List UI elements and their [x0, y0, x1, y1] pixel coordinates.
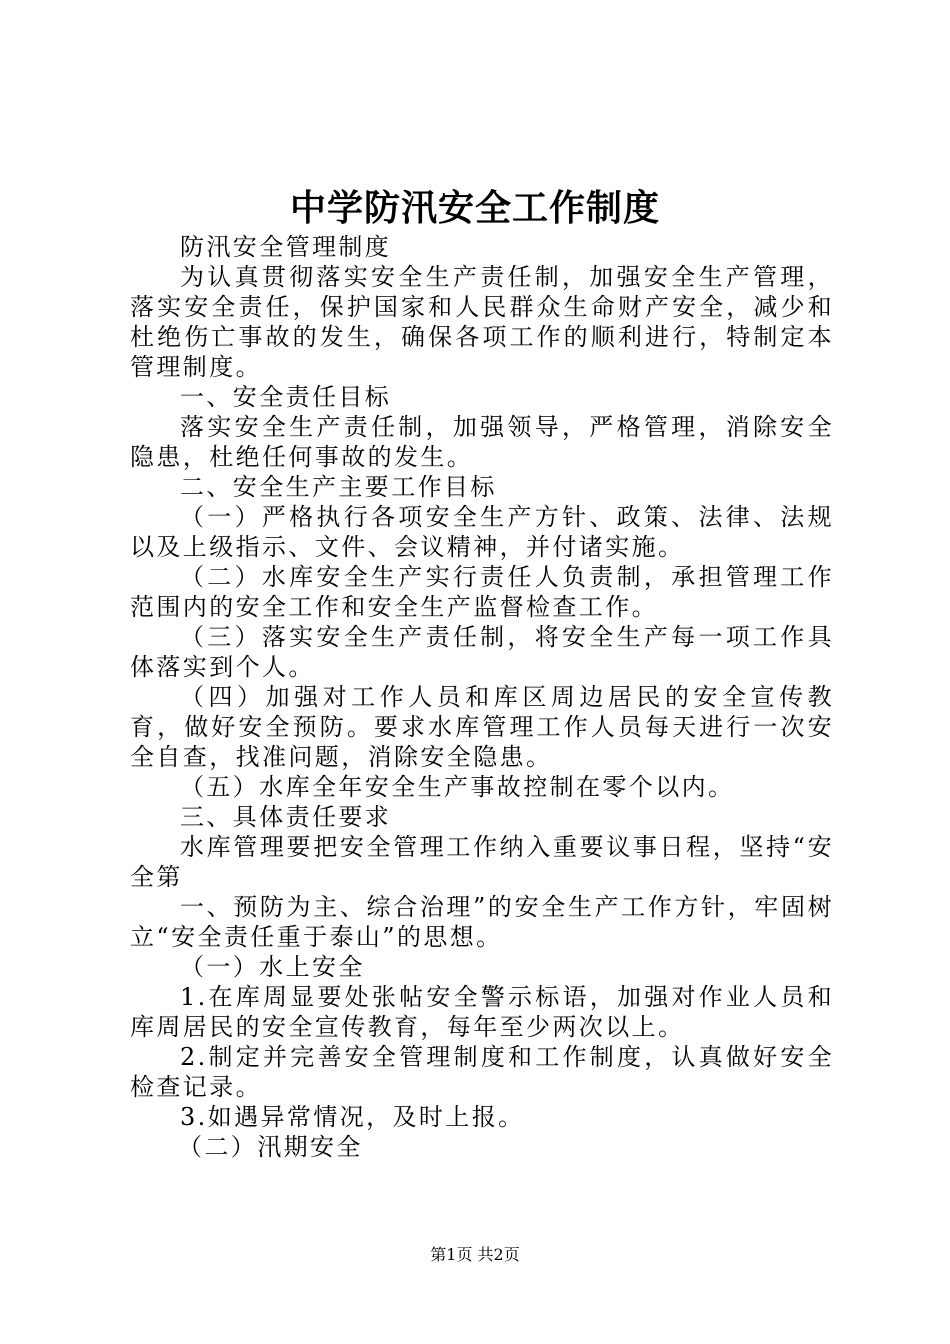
paragraph: 防汛安全管理制度: [180, 233, 392, 261]
list-item: 2.制定并完善安全管理制度和工作制度，认真做好安全检查记录。: [130, 1043, 834, 1101]
list-item: 3.如遇异常情况，及时上报。: [180, 1103, 525, 1131]
list-item: 1.在库周显要处张帖安全警示标语，加强对作业人员和库周居民的安全宣传教育，每年至少两次以上。: [130, 983, 834, 1041]
paragraph: （三）落实安全生产责任制，将安全生产每一项工作具体落实到个人。: [130, 623, 834, 681]
paragraph: 为认真贯彻落实安全生产责任制，加强安全生产管理，落实安全责任，保护国家和人民群众生命财产安全，减少和杜绝伤亡事故的发生，确保各项工作的顺利进行，特制定本管理制度。: [130, 263, 834, 381]
paragraph: （四）加强对工作人员和库区周边居民的安全宣传教育，做好安全预防。要求水库管理工作人员每天进行一次安全自查，找准问题，消除安全隐患。: [130, 683, 834, 771]
subsection-heading: （二）汛期安全: [178, 1133, 363, 1161]
paragraph: （五）水库全年安全生产事故控制在零个以内。: [180, 773, 735, 801]
document-title: 中学防汛安全工作制度: [289, 187, 660, 229]
paragraph: 落实安全生产责任制，加强领导，严格管理，消除安全隐患，杜绝任何事故的发生。: [130, 413, 834, 471]
paragraph: （一）严格执行各项安全生产方针、政策、法律、法规以及上级指示、文件、会议精神，并付诸实施。: [130, 503, 834, 561]
section-heading: 三、具体责任要求: [180, 803, 392, 831]
paragraph: 一、预防为主、综合治理”的安全生产工作方针，牢固树立“安全责任重于泰山”的思想。: [130, 893, 834, 951]
page-number-footer: 第1页 共2页: [430, 1245, 520, 1264]
document-body: [130, 232, 834, 1162]
paragraph: （二）水库安全生产实行责任人负责制，承担管理工作范围内的安全工作和安全生产监督检查工作。: [130, 563, 834, 621]
subsection-heading: （一）水上安全: [180, 953, 365, 981]
paragraph: 水库管理要把安全管理工作纳入重要议事日程，坚持“安全第: [130, 833, 834, 891]
section-heading: 一、安全责任目标: [180, 383, 392, 411]
section-heading: 二、安全生产主要工作目标: [180, 473, 497, 501]
